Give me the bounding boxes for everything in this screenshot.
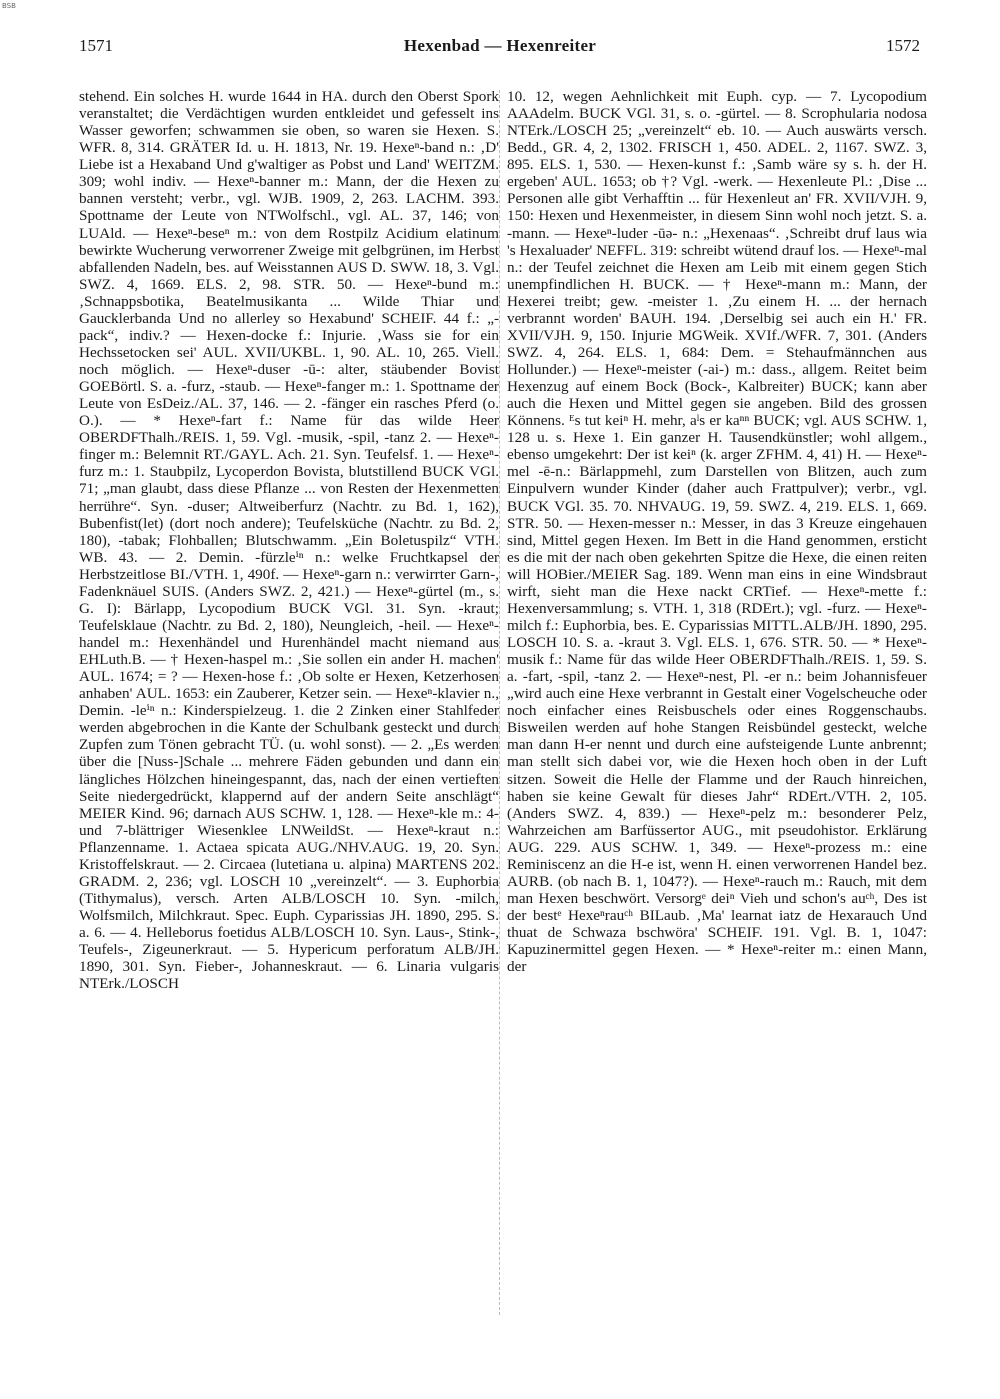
column-divider	[499, 90, 500, 1315]
running-title: Hexenbad — Hexenreiter	[403, 36, 597, 55]
page-number-left: 1571	[79, 36, 113, 55]
running-header	[0, 36, 1000, 66]
left-column	[79, 88, 499, 992]
library-stamp: BSB	[2, 2, 16, 10]
right-column-text: 10. 12, wegen Aehnlichkeit mit Euph. cyp. — 7. Lycopodium AAAdelm. BUCK VGl. 31, s. o. -gürtel. — 8. Scrophularia nodosa NTErk./LOSCH 25; „vereinzelt“ eb. 10. — Auch auswärts versch. Bedd., GR. 4, 2, 1302. FRISCH 1, 450. ADEL. 2, 1167. SWZ. 3, 895. ELS. 1, 530. — Hexen-kunst f.: ‚Samb wäre sy s. h. der H. ergeben' AUL. 1653; ob †? Vgl. -werk. — Hexenleute Pl.: ‚Dise ... Personen alle gibt Verhafftin ... für Hexenleut an' FR. XVII/VJH. 9, 150: Hexen und Hexenmeister, in diesem Sinn wohl noch jetzt. S. a. -mann. — Hexeⁿ-luder -ūə- n.: „Hexenaas“. ‚Schreibt druf laus wia 's Hexaluader' NEFFL. 319: schreibt wütend drauf los. — Hexeⁿ-mal n.: der Teufel zeichnet die Hexen am Leib mit einem gegen Stich unempfindlichen H. BUCK. — † Hexeⁿ-mann m.: Mann, der Hexerei treibt; gew. -meister 1. ‚Zu einem H. ... der hernach verbrannt worden' BAUH. 194. ‚Derselbig sei auch ein H.' FR. XVII/VJH. 9, 150. Injurie MGWeik. XVIf./WFR. 7, 301. (Anders SWZ. 4, 264. ELS. 1, 684: Dem. = Stehaufmännchen aus Hollunder.) — Hexeⁿ-meister (-ai-) m.: dass., allgem. Reitet beim Hexenzug auf einem Bock (Bock-, Kalbreiter) BUCK; kann aber auch die Hexen und Mittel gegen sie angeben. Bild des grossen Könnens. ᴱs tut keiⁿ H. mehr, aˡs er kaⁿⁿ BUCK; vgl. AUS SCHW. 1, 128 u. s. Hexe 1. Ein ganzer H. Tausendkünstler; wohl allgem., ebenso umgekehrt: Der ist keiⁿ (k. arger ZFHM. 4, 41) H. — Hexeⁿ-mel -ē-n.: Bärlappmehl, zum Darstellen von Blitzen, auch zum Einpulvern wunder Kinder (daher auch Frattpulver); verbr., vgl. BUCK VGl. 35. 70. NHVAUG. 19, 59. SWZ. 4, 219. ELS. 1, 669. STR. 50. — Hexen-messer n.: Messer, in das 3 Kreuze eingehauen sind, Mittel gegen Hexen. Im Bett in die Hand genommen, ersticht es die mit der nach oben gekehrten Spitze die Hexe, die einen reiten will HOBier./MEIER Sag. 189. Wenn man eins in eine Windsbraut wirft, sieht man die Hexe nackt CRTief. — Hexeⁿ-mette f.: Hexenversammlung; s. VTH. 1, 318 (RDErt.); vgl. -furz. — Hexeⁿ-milch f.: Euphorbia, bes. E. Cyparissias MITTL.ALB/JH. 1890, 295. LOSCH 10. S. a. -kraut 3. Vgl. ELS. 1, 676. STR. 50. — * Hexeⁿ-musik f.: Name für das wilde Heer OBERDFThalh./REIS. 1, 59. S. a. -fart, -spil, -tanz 2. — Hexeⁿ-nest, Pl. -er n.: beim Johannisfeuer „wird auch eine Hexe verbrannt in Gestalt einer Vogelscheuche oder noch einfacher eines Reisbuschels oder eines Roggenschaubs. Bisweilen werden auf hohe Stangen Reisbündel gesteckt, welche man dann H-er nennt und durch eine aufsteigende Lunte anbrennt; man stellt sich dabei vor, wie die Hexen hoch oben in der Luft sitzen. Soweit die Helle der Flamme und der Rauch hinreichen, haben sie keine Gewalt für dieses Jahr“ RDErt./VTH. 2, 105. (Anders SWZ. 4, 839.) — Hexeⁿ-pelz m.: besonderer Pelz, Wahrzeichen am Barfüssertor AUG., mit pseudohistor. Erklärung AUG. 229. AUS SCHW. 1, 349. — Hexeⁿ-prozess m.: eine Reminiscenz an die H-e ist, wenn H. einen verworrenen Handel bez. AURB. (ob nach B. 1, 1047?). — Hexeⁿ-rauch m.: Rauch, mit dem man Hexen beschwört. Versorgᵉ deiⁿ Vieh und schon's auᶜʰ, Des ist der bestᵉ Hexeⁿrauᶜʰ BILaub. ‚Ma' learnat iatz de Hexarauch Und thuat de Schwaza bschwöra' SCHEIF. 191. Vgl. B. 1, 1047: Kapuzinermittel gegen Hexen. — * Hexeⁿ-reiter m.: einen Mann, der	[507, 88, 927, 976]
left-column-text: stehend. Ein solches H. wurde 1644 in HA. durch den Oberst Spork veranstaltet; die Verdächtigen wurden entkleidet und gefesselt ins Wasser geworfen; schwammen sie oben, so waren sie Hexen. S. WFR. 8, 314. GRÄTER Id. u. H. 1813, Nr. 19. Hexeⁿ-band n.: ‚D' Liebe ist a Hexaband Und g'waltiger as Pobst und Land' WEITZM. 309; wohl indiv. — Hexeⁿ-banner m.: Mann, der die Hexen zu bannen versteht; verbr., vgl. WJB. 1909, 2, 263. LACHM. 393. Spottname der Leute von NTWolfschl., vgl. AL. 37, 146; von LUAld. — Hexeⁿ-beseⁿ m.: von dem Rostpilz Acidium elatinum bewirkte Wucherung verworrener Zweige mit gelbgrünen, im Herbst abfallenden Nadeln, bes. auf Weisstannen AUS D. SWW. 18, 3. Vgl. SWZ. 4, 1669. ELS. 2, 98. STR. 50. — Hexeⁿ-bund m.: ‚Schnappsbotika, Beatelmusikanta ... Wilde Thiar und Gaucklerbanda Und no allerley so Hexabund' SCHEIF. 44 f.: „-pack“, indiv.? — Hexen-docke f.: Injurie. ‚Wass sie for ein Hechssetocken sei' AUL. XVII/UKBL. 1, 90. AL. 10, 265. Viell. noch möglich. — Hexeⁿ-duser -ū-: alter, stäubender Bovist GOEBörtl. S. a. -furz, -staub. — Hexeⁿ-fanger m.: 1. Spottname der Leute von EsDeiz./AL. 37, 146. — 2. -fänger ein rasches Pferd (o. O.). — * Hexeⁿ-fart f.: Name für das wilde Heer OBERDFThalh./REIS. 1, 59. Vgl. -musik, -spil, -tanz 2. — Hexeⁿ-finger m.: Belemnit RT./GAYL. Ach. 21. Syn. Teufelsf. 1. — Hexeⁿ-furz m.: 1. Staubpilz, Lycoperdon Bovista, blutstillend BUCK VGl. 71; „man glaubt, dass diese Pflanze ... von Resten der Hexenmetten herrühre“. Syn. -duser; Altweiberfurz (Nachtr. zu Bd. 1, 162), Bubenfist(let) (dort noch andere); Teufelsküche (Nachtr. zu Bd. 2, 180), -tabak; Flohballen; Blutschwamm. „Ein Boletuspilz“ VTH. WB. 43. — 2. Demin. -fürzleⁱⁿ n.: welke Fruchtkapsel der Herbstzeitlose BI./VTH. 1, 490f. — Hexeⁿ-garn n.: verwirrter Garn-, Fadenknäuel SUIS. (Anders SWZ. 2, 421.) — Hexeⁿ-gürtel (m., s. G. I): Bärlapp, Lycopodium BUCK VGl. 31. Syn. -kraut; Teufelsklaue (Nachtr. zu Bd. 2, 180), Neungleich, -heil. — Hexeⁿ-handel m.: Hexenhändel und Hurenhändel macht niemand aus EHLuth.B. — † Hexen-haspel m.: ‚Sie sollen ein ander H. machen' AUL. 1674; = ? — Hexen-hose f.: ‚Ob solte er Hexen, Ketzerhosen anhaben' AUL. 1653: ein Zauberer, Ketzer sein. — Hexeⁿ-klavier n., Demin. -leⁱⁿ n.: Kinderspielzeug. 1. die 2 Zinken einer Stahlfeder werden abgebrochen in die Kante der Schulbank gesteckt und durch Zupfen zum Tönen gebracht TÜ. (u. wohl sonst). — 2. „Es werden über die [Nuss-]Schale ... mehrere Fäden gebunden und dann ein längliches Hölzchen hineingespannt, das, nach der einen vertieften Seite niedergedrückt, klappernd auf der andern Seite anschlägt“ MEIER Kind. 96; darnach AUS SCHW. 1, 128. — Hexeⁿ-kle m.: 4- und 7-blättriger Wiesenklee LNWeildSt. — Hexeⁿ-kraut n.: Pflanzenname. 1. Actaea spicata AUG./NHV.AUG. 19, 20. Syn. Kristoffelskraut. — 2. Circaea (lutetiana u. alpina) MARTENS 202. GRADM. 2, 236; vgl. LOSCH 10 „vereinzelt“. — 3. Euphorbia (Tithymalus), versch. Arten ALB/LOSCH 10. Syn. -milch, Wolfsmilch, Milchkraut. Spec. Euph. Cyparissias JH. 1890, 295. S. a. 6. — 4. Helleborus foetidus ALB/LOSCH 10. Syn. Laus-, Stink-, Teufels-, Zigeunerkraut. — 5. Hypericum perforatum ALB/JH. 1890, 301. Syn. Fieber-, Johanneskraut. — 6. Linaria vulgaris NTErk./LOSCH	[79, 88, 499, 993]
right-column	[507, 88, 927, 975]
page-number-right: 1572	[886, 36, 920, 55]
